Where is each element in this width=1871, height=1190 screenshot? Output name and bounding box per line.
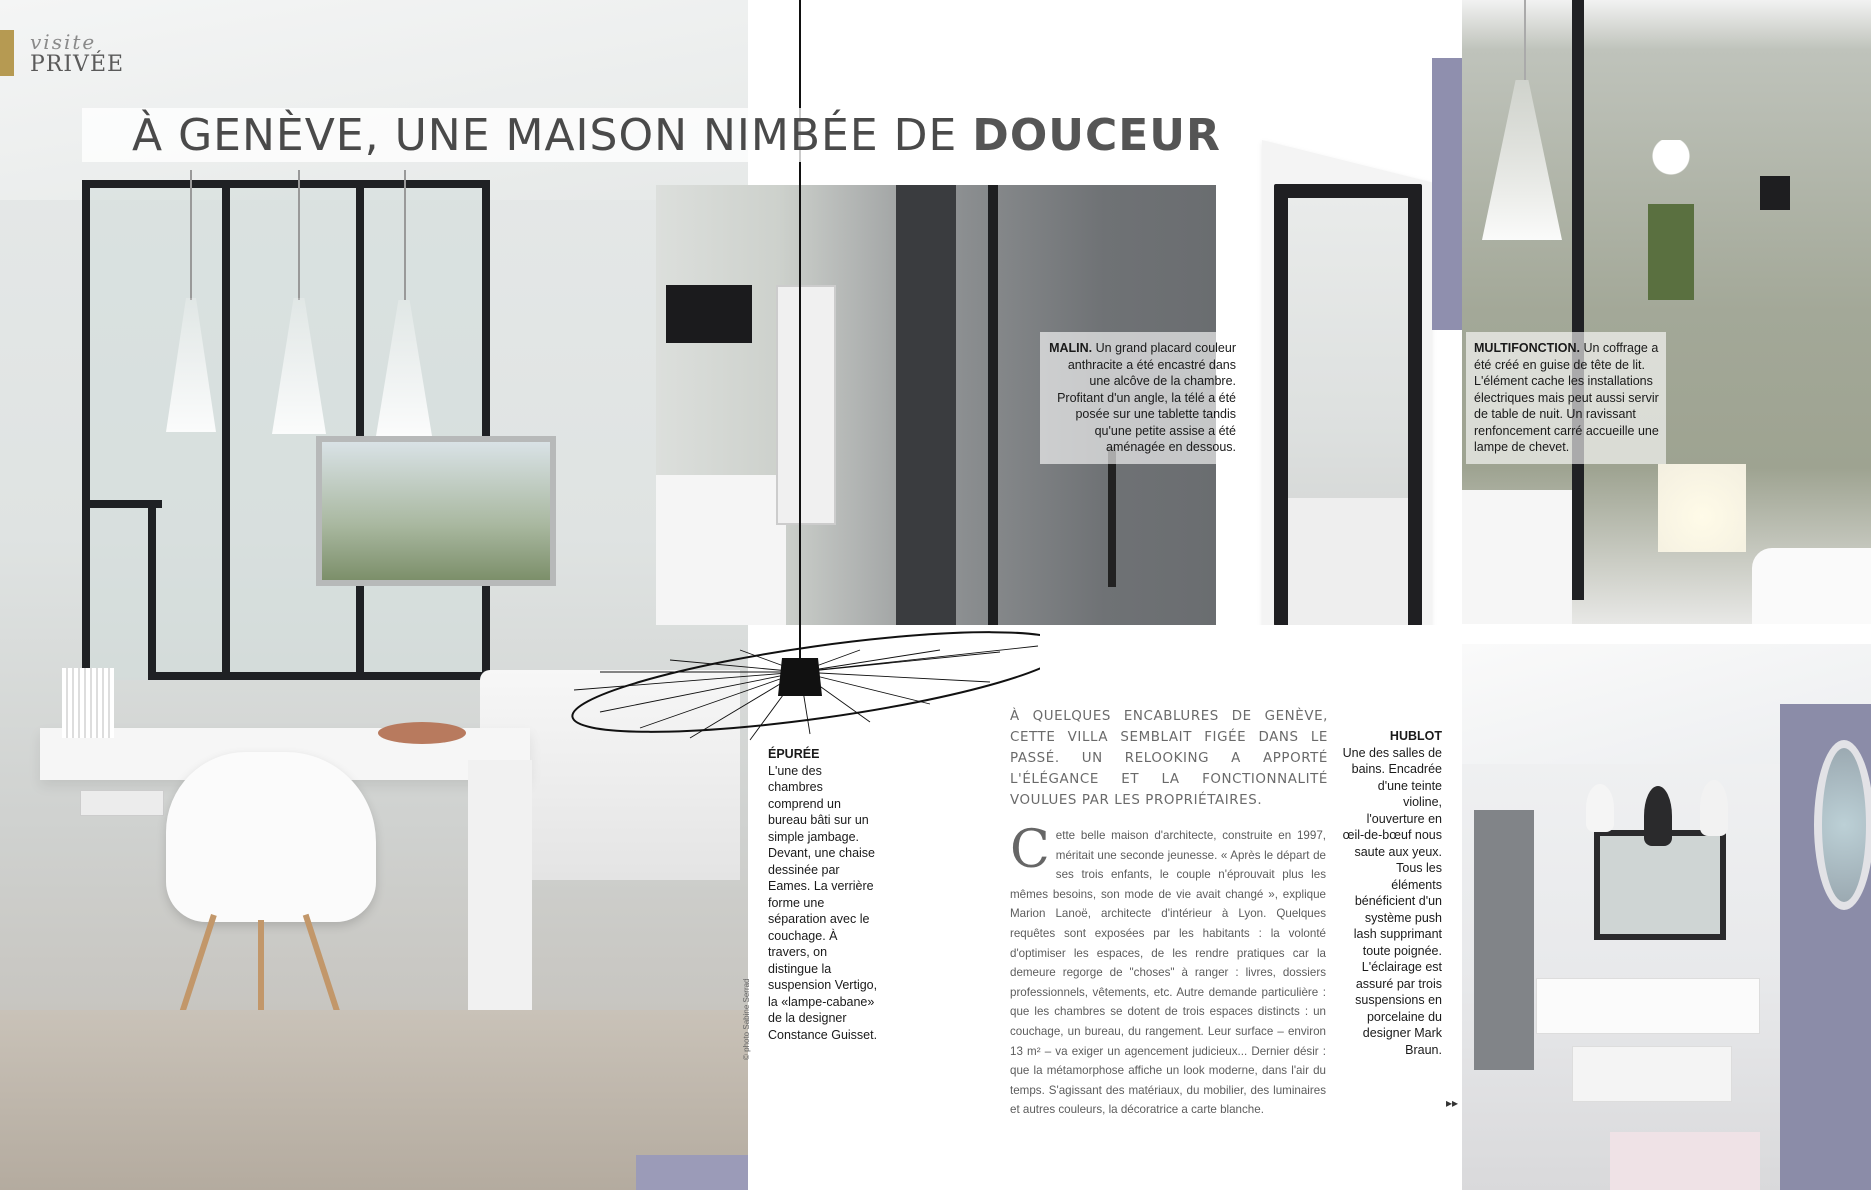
caption-arrow-icon: ▸▸ (1446, 1096, 1459, 1110)
wooden-tray (378, 722, 466, 744)
book-stack (62, 668, 114, 738)
wall-lamp (1760, 176, 1790, 210)
bedside-cube-lamp (1658, 464, 1746, 552)
caption-epuree-lead: ÉPURÉE (768, 747, 820, 761)
section-kicker (30, 32, 124, 76)
vanity-mirror (1594, 830, 1726, 940)
porcelain-pendant (1700, 780, 1728, 836)
glass-pendant-lamp (1482, 80, 1562, 240)
vanity (1536, 978, 1760, 1034)
caption-multifonction (1466, 332, 1666, 464)
headboard-photo (1462, 0, 1871, 624)
caption-epuree (768, 746, 878, 1043)
porcelain-pendant (1586, 784, 1614, 832)
article-title-bold: DOUCEUR (972, 110, 1221, 161)
photo-credit: © photo Sabine Serrad (742, 978, 751, 1060)
caption-hublot (1342, 728, 1442, 1058)
article-title (132, 110, 1221, 161)
caption-malin-lead: MALIN. (1049, 341, 1093, 355)
kicker-top: visite (30, 30, 97, 54)
wall-socket (80, 790, 164, 816)
article-body (1010, 820, 1326, 1120)
porcelain-pendant (1644, 786, 1672, 846)
article-intro: À QUELQUES ENCABLURES DE GENÈVE, CETTE VILLA SEMBLAIT FIGÉE DANS LE PASSÉ. UN RELOOKING A APPORTÉ L'ÉLÉGANCE ET LA FONCTIONNALITÉ VOULUES PAR LES PROPRIÉTAIRES. (1010, 709, 1328, 808)
tall-cabinet (1474, 810, 1534, 1070)
bathroom-photo (1462, 644, 1871, 1190)
kicker-bottom: PRIVÉE (30, 52, 125, 77)
article-title-light: À GENÈVE, UNE MAISON NIMBÉE DE (132, 110, 958, 161)
porthole-window (1814, 740, 1871, 910)
article-body-text: ette belle maison d'architecte, construite en 1997, méritait une seconde jeunesse. « Après le départ de ses trois enfants, le couple n'éprouvait plus les mêmes besoins, son mode de vie avait changé », explique Marion Lanoë, architecte d'intérieur à Lyon. Quelques requêtes sont exposées par les habitants : la volonté d'optimiser les espaces, de les rendre pratiques car la demeure regorge de "choses" à ranger : livres, dossiers professionnels, vêtements, etc. Autre demande particulière : que les chambres se dotent de trois espaces distincts : un couchage, un bureau, du rangement. Leur surface – environ 13 m² – va exiger un agencement judicieux... Dernier désir : que la métamorphose affiche un look moderne, dans l'air du temps. S'agissant des matériaux, du mobilier, des luminaires et autres couleurs, la décoratrice a carte blanche. (1010, 829, 1326, 1117)
caption-malin (1040, 332, 1246, 464)
violet-accent-block (1432, 58, 1462, 330)
mirror-photo (1274, 184, 1422, 626)
caption-hublot-text: Une des salles de bains. Encadrée d'une teinte violine, l'ouverture en œil-de-bœuf nous saute aux yeux. Tous les éléments bénéficient d'un système push lash supprimant toute poignée. L'éclairage est assuré par trois suspensions en porcelaine du designer Mark Braun. (1342, 745, 1442, 1057)
section-marker (0, 30, 14, 76)
bath-mat (1610, 1132, 1760, 1190)
window (316, 436, 556, 586)
caption-multifonction-lead: MULTIFONCTION. (1474, 341, 1580, 355)
caption-malin-text: Un grand placard couleur anthracite a été encastré dans une alcôve de la chambre. Profitant d'un angle, la télé a été posée sur une tablette tandis qu'une petite assise a été aménagée en dessous. (1057, 341, 1236, 454)
eames-chair (166, 752, 376, 922)
article-dropcap: C (1010, 820, 1050, 880)
caption-epuree-text: L'une des chambres comprend un bureau bâti sur un simple jambage. Devant, une chaise dessinée par Eames. La verrière forme une séparation avec le couchage. À travers, on distingue la suspension Vertigo, la «lampe-cabane» de la designer Constance Guisset. (768, 763, 878, 1042)
caption-multifonction-text: Un coffrage a été créé en guise de tête de lit. L'élément cache les installations électriques mais peut aussi servir de table de nuit. Un ravissant renfoncement carré accueille une lampe de chevet. (1474, 341, 1659, 454)
caption-hublot-lead: HUBLOT (1389, 729, 1442, 743)
orchid-plant (1648, 140, 1694, 300)
